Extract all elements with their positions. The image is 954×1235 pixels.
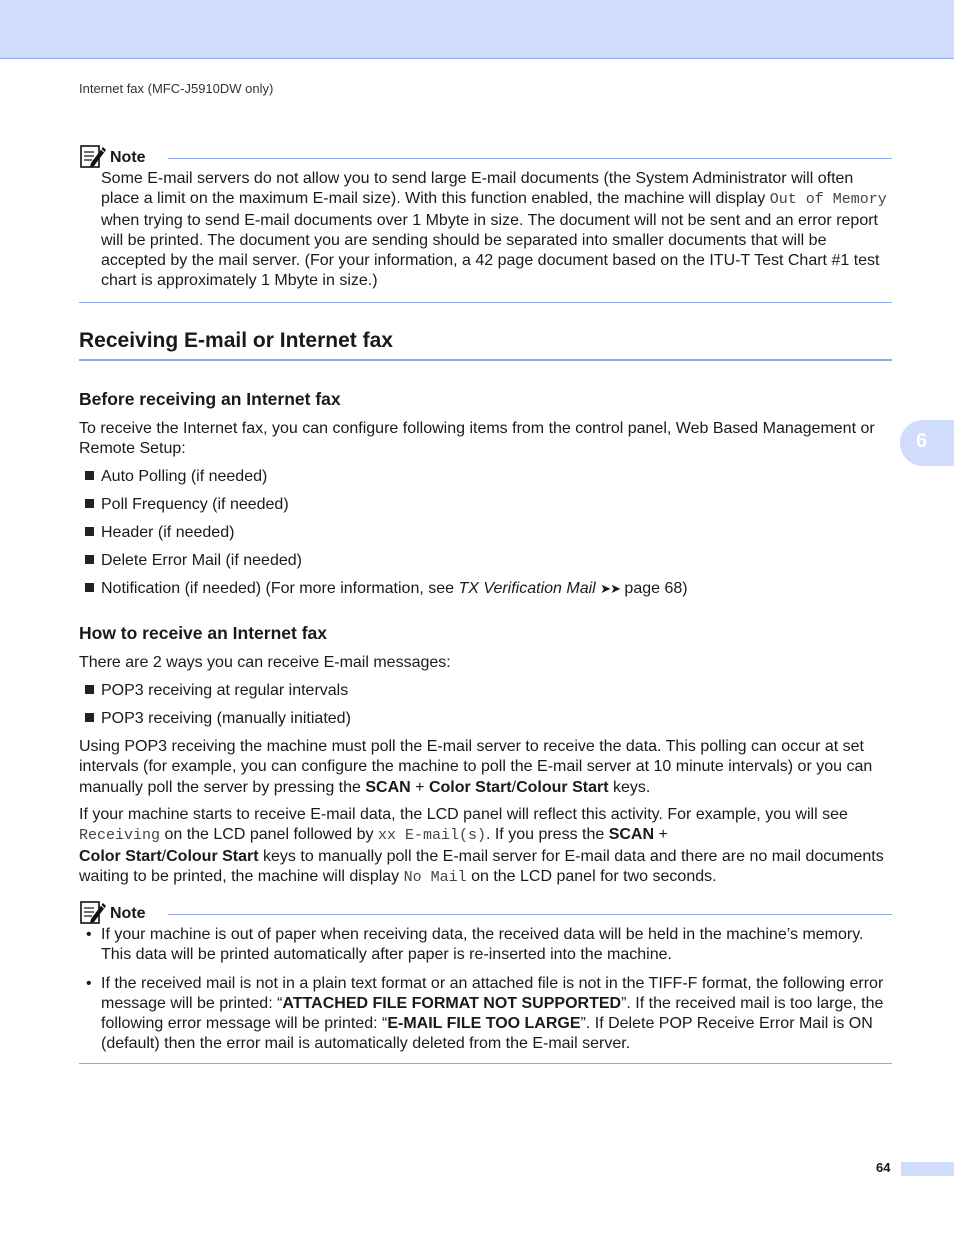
page-number: 64	[876, 1160, 891, 1175]
square-bullet-icon	[85, 713, 94, 722]
list-item: Poll Frequency (if needed)	[85, 495, 289, 515]
note-header	[79, 143, 892, 169]
chapter-tab	[900, 420, 954, 466]
dot-bullet-icon: •	[86, 926, 92, 943]
note-label: Note	[110, 149, 146, 166]
running-header: Internet fax (MFC-J5910DW only)	[79, 81, 274, 96]
note-bottom-rule	[79, 1063, 892, 1064]
list-item: POP3 receiving (manually initiated)	[85, 709, 351, 729]
square-bullet-icon	[85, 527, 94, 536]
dot-bullet-icon: •	[86, 974, 92, 992]
lcd-message: Out of Memory	[769, 191, 887, 209]
list-item: Header (if needed)	[85, 523, 234, 543]
square-bullet-icon	[85, 471, 94, 480]
error-message: ATTACHED FILE FORMAT NOT SUPPORTED	[282, 994, 622, 1012]
double-arrow-icon: ➤➤	[600, 581, 620, 596]
square-bullet-icon	[85, 685, 94, 694]
key-scan: SCAN	[608, 826, 655, 844]
footer-bar	[901, 1162, 954, 1176]
square-bullet-icon	[85, 555, 94, 564]
paragraph-polling: Using POP3 receiving the machine must poll the E-mail server to receive the data. This polling can occur at set intervals (for example, you can configure the machine to poll the E-mail server at 10 minute intervals) or you can manually poll the server by pressing the SCAN + Color Start/Colour Start keys.	[79, 738, 873, 796]
lcd-message: Receiving	[79, 827, 161, 845]
key-colour-start: Colour Start	[516, 778, 609, 796]
square-bullet-icon	[85, 583, 94, 592]
paragraph-how-intro: There are 2 ways you can receive E-mail messages:	[79, 654, 451, 671]
paragraph-before-intro: To receive the Internet fax, you can configure following items from the control panel, Web Based Management or Remote Setup:	[79, 420, 875, 458]
list-item: Notification (if needed) (For more information, see TX Verification Mail ➤➤ page 68)	[85, 579, 688, 599]
square-bullet-icon	[85, 499, 94, 508]
lcd-message: xx E-mail(s)	[377, 827, 486, 845]
list-item: POP3 receiving at regular intervals	[85, 681, 348, 701]
list-item: Auto Polling (if needed)	[85, 467, 267, 487]
note-text	[79, 925, 892, 1055]
key-colour-start: Colour Start	[166, 847, 259, 865]
note-text: Some E-mail servers do not allow you to send large E-mail documents (the System Administrator will often place a limit on the maximum E-mail size). With this function enabled, the machine will display Out of Memory when trying to send E-mail documents over 1 Mbyte in size. The document will not be sent and an error report will be printed. The document you are sending should be separated into smaller documents that will be accepted by the mail server. (For your information, a 42 page document based on the ITU-T Test Chart #1 test chart is approximately 1 Mbyte in size.)	[101, 170, 887, 290]
list-item: • If your machine is out of paper when receiving data, the received data will be held in the machine’s memory. This data will be printed automatically after paper is re-inserted into the machine.	[86, 926, 864, 964]
note-box	[79, 143, 892, 303]
subsection-title-before: Before receiving an Internet fax	[79, 389, 341, 409]
note-header	[79, 899, 892, 925]
section-title: Receiving E-mail or Internet fax	[79, 329, 892, 361]
subsection-title-how: How to receive an Internet fax	[79, 623, 327, 643]
cross-reference-link[interactable]: TX Verification Mail	[458, 580, 596, 597]
chapter-number: 6	[916, 430, 928, 452]
key-color-start: Color Start	[79, 847, 162, 865]
note-rule	[168, 158, 892, 159]
key-scan: SCAN	[365, 778, 411, 796]
list-item: Delete Error Mail (if needed)	[85, 551, 302, 571]
paragraph-lcd: If your machine starts to receive E-mail data, the LCD panel will reflect this activity. For example, you will see Receiving on the LCD panel followed by xx E-mail(s). If you press the SCAN + Color Start/Colour Start keys to manually poll the E-mail server for E-mail data and there are no mail documents waiting to be printed, the machine will display No Mail on the LCD panel for two seconds.	[79, 806, 884, 886]
note-box	[79, 899, 892, 1064]
list-item: • If the received mail is not in a plain text format or an attached file is not in the TIFF-F format, the following error message will be printed: “ATTACHED FILE FORMAT NOT SUPPORTED”. If the received mail is too large, the following error message will be printed: “E-MAIL FILE TOO LARGE”. If Delete POP Receive Error Mail is ON (default) then the error mail is automatically deleted from the E-mail server.	[86, 974, 884, 1053]
note-bottom-rule	[79, 302, 892, 303]
note-rule	[168, 914, 892, 915]
pencil-note-icon	[79, 899, 107, 925]
note-label: Note	[110, 905, 146, 922]
error-message: E-MAIL FILE TOO LARGE	[387, 1015, 581, 1033]
pencil-note-icon	[79, 143, 107, 169]
lcd-message: No Mail	[403, 868, 467, 886]
key-color-start: Color Start	[428, 778, 512, 796]
header-band	[0, 0, 954, 59]
